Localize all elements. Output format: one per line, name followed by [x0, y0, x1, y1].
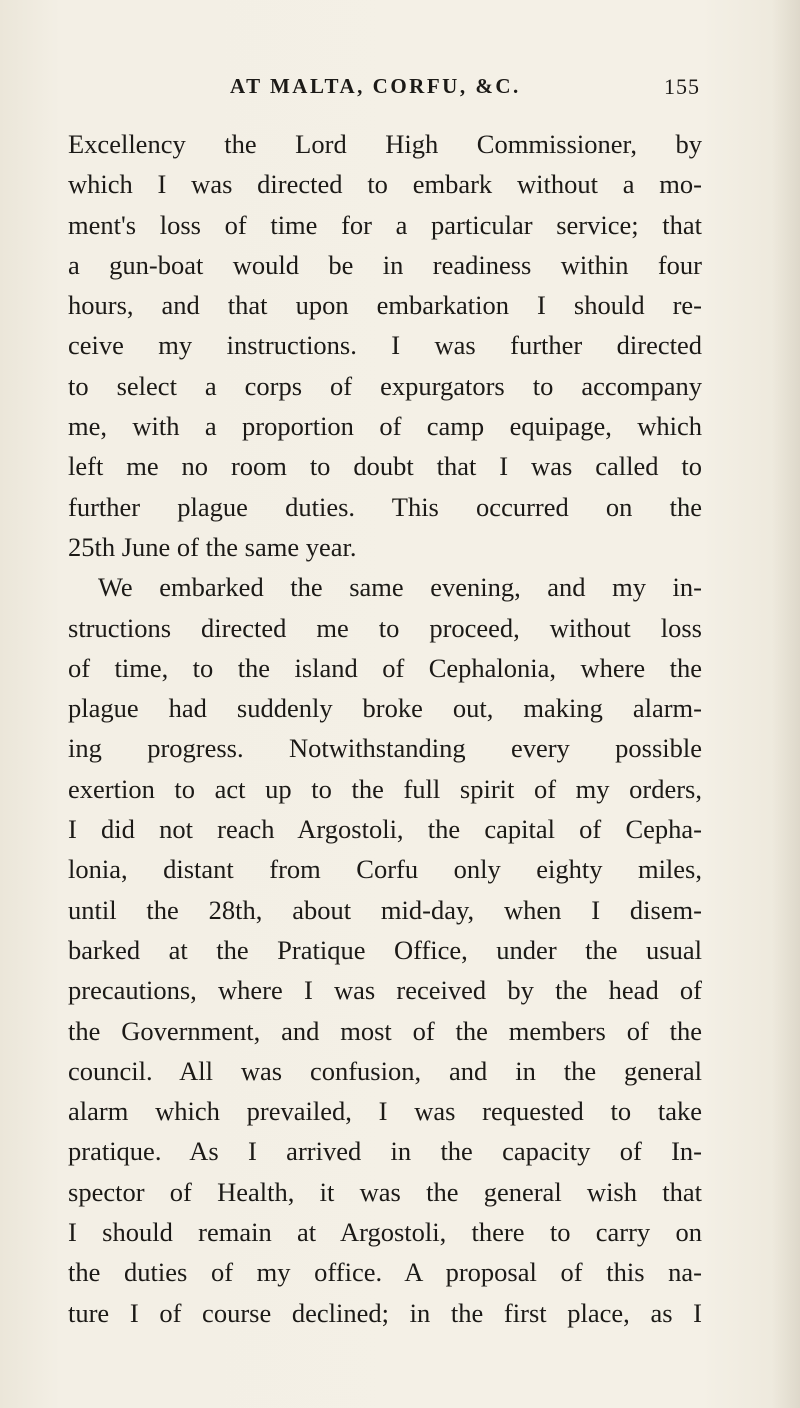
- text-line: structions directed me to proceed, without loss: [68, 612, 702, 643]
- text-line: I should remain at Argostoli, there to carry on: [68, 1217, 702, 1248]
- text-line: the Government, and most of the members of the: [68, 1015, 702, 1046]
- text-line: further plague duties. This occurred on the: [68, 491, 702, 522]
- text-line: exertion to act up to the full spirit of my orders,: [68, 773, 702, 804]
- text-line: ing progress. Notwithstanding every possible: [68, 733, 702, 764]
- text-line: which I was directed to embark without a mo-: [68, 169, 702, 200]
- text-line: spector of Health, it was the general wish that: [68, 1176, 702, 1207]
- text-line: Excellency the Lord High Commissioner, by: [68, 129, 702, 159]
- text-line: to select a corps of expurgators to accompany: [68, 370, 702, 401]
- text-line: of time, to the island of Cephalonia, where the: [68, 652, 702, 683]
- text-line: alarm which prevailed, I was requested to take: [68, 1096, 702, 1127]
- page-number: 155: [664, 74, 700, 99]
- running-head: [60, 74, 700, 104]
- text-line: until the 28th, about mid-day, when I disem-: [68, 894, 702, 925]
- text-line: plague had suddenly broke out, making alarm-: [68, 693, 702, 724]
- text-line: council. All was confusion, and in the general: [68, 1055, 702, 1086]
- text-line: I did not reach Argostoli, the capital of Cepha-: [68, 814, 702, 845]
- text-line: hours, and that upon embarkation I should re-: [68, 290, 702, 321]
- text-line: the duties of my office. A proposal of this na-: [68, 1257, 702, 1288]
- text-line: precautions, where I was received by the head of: [68, 975, 702, 1006]
- text-line: ture I of course declined; in the first place, as I: [68, 1297, 702, 1328]
- text-line: ceive my instructions. I was further directed: [68, 330, 702, 361]
- text-line: me, with a proportion of camp equipage, which: [68, 411, 702, 442]
- running-title: AT MALTA, CORFU, &C.: [230, 74, 521, 98]
- text-line: barked at the Pratique Office, under the usual: [68, 934, 702, 965]
- text-line: left me no room to doubt that I was called to: [68, 451, 702, 482]
- text-line: lonia, distant from Corfu only eighty miles,: [68, 854, 702, 885]
- paragraph-end-line: 25th June of the same year.: [68, 531, 357, 562]
- text-line: pratique. As I arrived in the capacity of In-: [68, 1136, 702, 1167]
- paragraph-start-line: We embarked the same evening, and my in-: [98, 572, 702, 603]
- page-gutter-shadow: [772, 0, 800, 1408]
- body-text: [68, 124, 702, 1333]
- text-line: a gun-boat would be in readiness within four: [68, 249, 702, 280]
- text-line: ment's loss of time for a particular service; that: [68, 209, 702, 240]
